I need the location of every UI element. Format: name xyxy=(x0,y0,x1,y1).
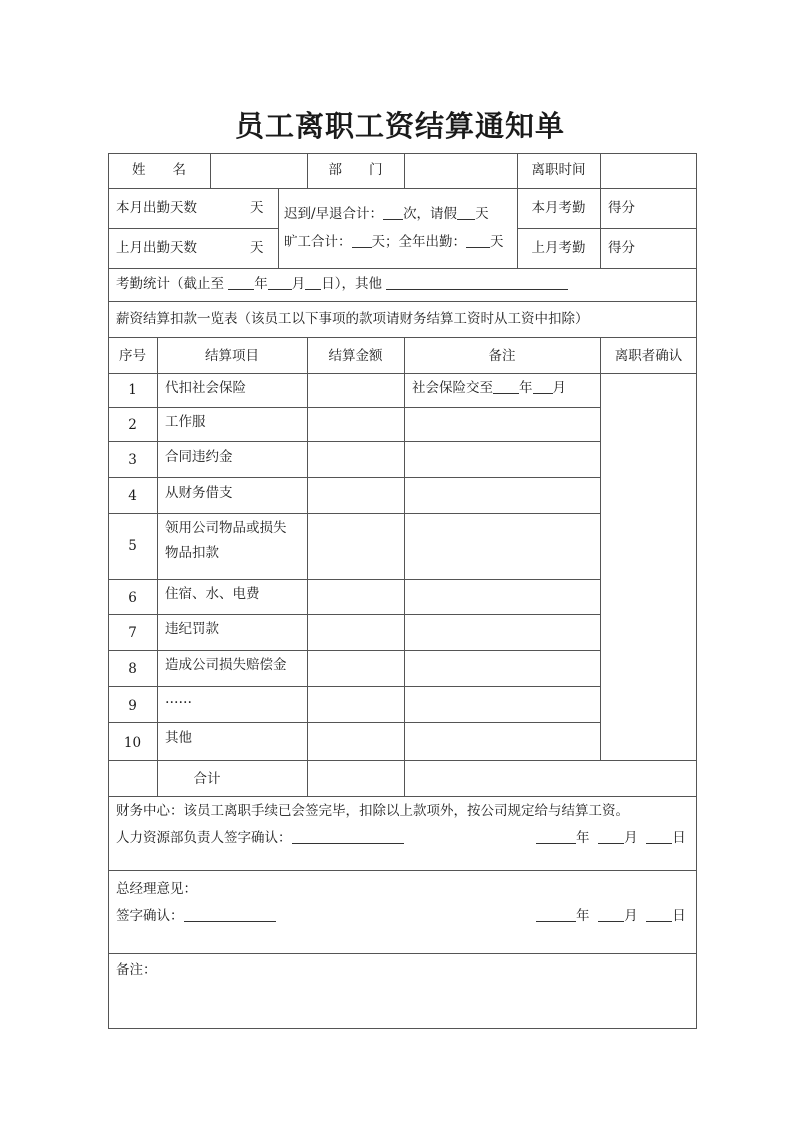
col-divider xyxy=(404,153,405,188)
month-blank[interactable] xyxy=(598,829,624,844)
col-divider xyxy=(278,188,279,268)
row-item-line2: 物品扣款 xyxy=(165,545,219,561)
row-divider xyxy=(108,614,600,615)
row-divider xyxy=(108,579,600,580)
late-count-blank[interactable] xyxy=(383,205,403,220)
row-number: 8 xyxy=(128,661,137,677)
row-item-line1: 领用公司物品或损失 xyxy=(165,520,287,536)
leave-days-blank[interactable] xyxy=(457,205,475,220)
row-divider xyxy=(108,337,697,338)
row-number: 5 xyxy=(128,538,137,554)
hr-sign-date: 年 月 日 xyxy=(536,829,686,847)
deduction-note: 薪资结算扣款一览表（该员工以下事项的款项请财务结算工资时从工资中扣除） xyxy=(116,311,589,327)
year-blank[interactable] xyxy=(536,829,576,844)
row-item: 工作服 xyxy=(165,414,206,430)
row-divider xyxy=(108,796,697,797)
name-field[interactable] xyxy=(214,158,304,184)
row-divider xyxy=(108,870,697,871)
row-item: 其他 xyxy=(165,730,192,746)
col-header-amount: 结算金额 xyxy=(328,348,383,364)
this-month-eval-label: 本月考勤 xyxy=(531,200,586,216)
other-blank[interactable] xyxy=(386,275,568,290)
insurance-year-blank[interactable] xyxy=(493,379,519,394)
row-divider xyxy=(108,953,697,954)
col-header-no: 序号 xyxy=(119,348,146,364)
row-number: 2 xyxy=(128,417,137,433)
row-divider xyxy=(108,513,600,514)
day-unit: 天 xyxy=(250,200,264,216)
year-blank[interactable] xyxy=(536,907,576,922)
row-divider xyxy=(108,722,600,723)
row-item: 住宿、水、电费 xyxy=(165,586,260,602)
day-blank[interactable] xyxy=(646,907,672,922)
form-title: 员工离职工资结算通知单 xyxy=(234,109,565,143)
attendance-stat: 考勤统计（截止至 年 月 日），其他 xyxy=(116,275,568,293)
dept-field[interactable] xyxy=(408,158,513,184)
month-blank[interactable] xyxy=(268,275,292,290)
row-number: 4 xyxy=(128,488,137,504)
absent-days-blank[interactable] xyxy=(352,233,372,248)
last-month-days-label: 上月出勤天数 xyxy=(116,240,197,256)
hr-signature-blank[interactable] xyxy=(292,829,404,844)
col-divider xyxy=(600,153,601,268)
absence-summary: 旷工合计： 天；全年出勤： 天 xyxy=(284,234,504,250)
gm-signature-blank[interactable] xyxy=(184,907,276,922)
row-number: 10 xyxy=(123,735,142,751)
col-header-note: 备注 xyxy=(488,348,516,364)
row-divider xyxy=(108,188,697,189)
row-divider xyxy=(108,477,600,478)
row-divider xyxy=(108,268,697,269)
row-item: 造成公司损失赔偿金 xyxy=(165,657,287,673)
col-divider xyxy=(307,337,308,796)
col-divider xyxy=(157,337,158,796)
col-divider xyxy=(404,337,405,796)
name-label: 姓 名 xyxy=(132,162,186,178)
row-divider xyxy=(108,228,278,229)
day-blank[interactable] xyxy=(305,275,321,290)
row-divider xyxy=(108,760,697,761)
last-month-eval-label: 上月考勤 xyxy=(531,240,586,256)
row-number: 9 xyxy=(128,698,137,714)
row-item: 代扣社会保险 xyxy=(165,380,246,396)
score-label: 得分 xyxy=(608,240,635,256)
row-divider xyxy=(108,407,600,408)
row-number: 3 xyxy=(128,452,137,468)
finance-statement: 财务中心：该员工离职手续已会签完毕，扣除以上款项外，按公司规定给与结算工资。 xyxy=(116,803,629,819)
col-divider xyxy=(210,153,211,188)
dept-label: 部 门 xyxy=(328,162,383,178)
gm-opinion: 总经理意见： xyxy=(116,881,197,897)
row-number: 1 xyxy=(128,382,137,398)
leave-time-field[interactable] xyxy=(604,158,692,184)
month-blank[interactable] xyxy=(598,907,624,922)
row-divider xyxy=(108,373,697,374)
year-attendance-blank[interactable] xyxy=(466,233,490,248)
row-number: 6 xyxy=(128,590,137,606)
score-label: 得分 xyxy=(608,200,635,216)
row-number: 7 xyxy=(128,625,137,641)
year-blank[interactable] xyxy=(228,275,254,290)
gm-sign: 签字确认： xyxy=(116,907,276,925)
leave-time-label: 离职时间 xyxy=(531,162,586,178)
col-header-item: 结算项目 xyxy=(205,348,259,364)
row-divider xyxy=(108,301,697,302)
day-unit: 天 xyxy=(250,240,264,256)
row-item: 合同违约金 xyxy=(165,449,233,465)
late-early-summary: 迟到/早退合计： 次，请假 天 xyxy=(284,206,489,222)
row-item: …… xyxy=(165,691,192,707)
social-insurance-note: 社会保险交至 年 月 xyxy=(412,380,566,396)
insurance-month-blank[interactable] xyxy=(533,379,553,394)
remark-label: 备注： xyxy=(116,962,157,978)
gm-sign-date: 年 月 日 xyxy=(536,907,686,925)
row-item: 从财务借支 xyxy=(165,485,233,501)
day-blank[interactable] xyxy=(646,829,672,844)
row-item: 违纪罚款 xyxy=(165,621,219,637)
this-month-days-label: 本月出勤天数 xyxy=(116,200,197,216)
row-divider xyxy=(108,650,600,651)
row-divider xyxy=(108,441,600,442)
row-divider xyxy=(517,228,697,229)
total-label: 合计 xyxy=(193,771,221,787)
col-divider xyxy=(600,337,601,760)
col-header-confirm: 离职者确认 xyxy=(614,348,683,364)
hr-sign: 人力资源部负责人签字确认： xyxy=(116,829,404,847)
row-divider xyxy=(108,686,600,687)
